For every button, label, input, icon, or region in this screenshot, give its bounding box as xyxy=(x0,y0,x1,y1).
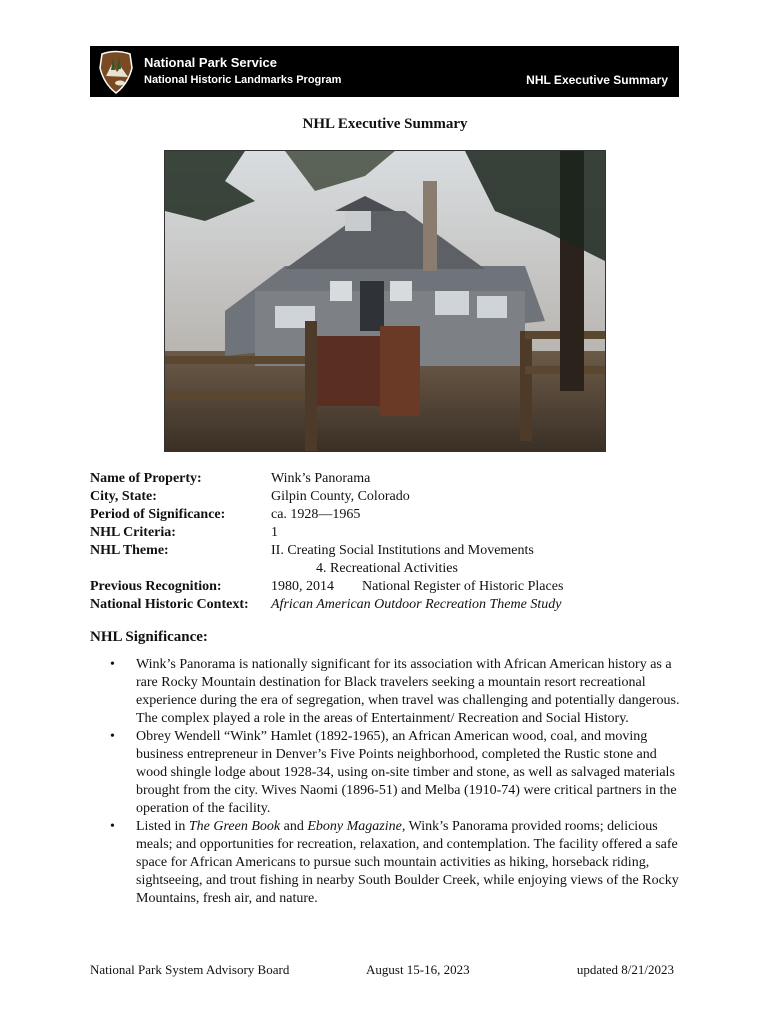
bullet-text: Obrey Wendell “Wink” Hamlet (1892-1965), an African American wood, coal, and moving business entrepreneur in Denver’s Five Points neighborhood, completed the Rustic stone and wood shingle lodge about 1928-34, using on-site timber and stone, as well as salvaged materials brought from the city. Wives Naomi (1896-51) and Melba (1910-74) were critical partners in the operation of the facility. xyxy=(136,729,677,816)
theme-value: II. Creating Social Institutions and Movements xyxy=(271,543,534,558)
banner-org-name: National Park Service xyxy=(144,55,277,70)
list-item xyxy=(110,656,680,728)
list-item xyxy=(110,728,680,818)
bullet-text: Wink’s Panorama is nationally significant for its association with African American history as a rare Rocky Mountain destination for Black travelers seeking a mountain resort recreational experience during the era of segregation, when travel was challenging and potentially dangerous. The complex played a role in the areas of Entertainment/ Recreation and Social History. xyxy=(136,657,680,726)
banner-doc-title: NHL Executive Summary xyxy=(526,73,668,87)
name-label: Name of Property: xyxy=(90,471,202,486)
recognition-years: 1980, 2014 xyxy=(271,579,334,594)
bullet-icon: • xyxy=(110,819,115,834)
footer-board: National Park System Advisory Board xyxy=(90,962,290,977)
banner-program-name: National Historic Landmarks Program xyxy=(144,74,342,86)
fact-name-row xyxy=(90,470,690,488)
bullet-icon: • xyxy=(110,729,115,744)
fact-context-row xyxy=(90,596,690,614)
fact-theme-row xyxy=(90,542,690,560)
criteria-value: 1 xyxy=(271,525,278,540)
bullet3-intro: Listed in xyxy=(136,819,189,834)
fact-criteria-row xyxy=(90,524,690,542)
fact-recognition-row xyxy=(90,578,690,596)
page-title: NHL Executive Summary xyxy=(302,116,468,132)
fact-city-row xyxy=(90,488,690,506)
ebony-magazine-title: Ebony Magazine xyxy=(307,819,402,834)
significance-heading: NHL Significance: xyxy=(90,629,208,645)
property-photo xyxy=(164,150,606,452)
context-label: National Historic Context: xyxy=(90,597,249,612)
city-label: City, State: xyxy=(90,489,157,504)
recognition-label: Previous Recognition: xyxy=(90,579,222,594)
header-banner xyxy=(90,46,679,97)
nps-arrowhead-logo-icon xyxy=(98,50,134,94)
lodge-photo-illustration xyxy=(165,151,605,451)
bullet-icon: • xyxy=(110,657,115,672)
bullet-text xyxy=(136,819,679,906)
footer-updated-date: updated 8/21/2023 xyxy=(576,962,674,977)
green-book-title: The Green Book xyxy=(188,819,281,834)
footer-meeting-date: August 15-16, 2023 xyxy=(366,962,470,977)
recognition-value xyxy=(271,578,564,596)
criteria-label: NHL Criteria: xyxy=(90,525,176,540)
theme-subtopic: 4. Recreational Activities xyxy=(316,561,458,576)
fact-theme-sub-row xyxy=(90,560,690,578)
period-label: Period of Significance: xyxy=(90,507,226,522)
theme-label: NHL Theme: xyxy=(90,543,169,558)
fact-period-row xyxy=(90,506,690,524)
period-value: ca. 1928—1965 xyxy=(271,507,361,522)
context-value: African American Outdoor Recreation Theme Study xyxy=(271,597,562,612)
bullet3-and: and xyxy=(280,819,308,834)
recognition-register: National Register of Historic Places xyxy=(362,579,564,594)
city-value: Gilpin County, Colorado xyxy=(271,489,410,504)
significance-list xyxy=(110,656,680,908)
bullet3-rest: , Wink’s Panorama provided rooms; delicious meals; and opportunities for recreation, relaxation, and contemplation. The facility offered a safe space for African Americans to pursue such mountain activities as hiking, horseback riding, sightseeing, and trout fishing in nearby South Boulder Creek, while enjoying views of the Rocky Mountains, fresh air, and nature. xyxy=(136,819,679,906)
list-item xyxy=(110,818,680,908)
name-value: Wink’s Panorama xyxy=(271,471,371,486)
property-facts xyxy=(90,470,690,614)
